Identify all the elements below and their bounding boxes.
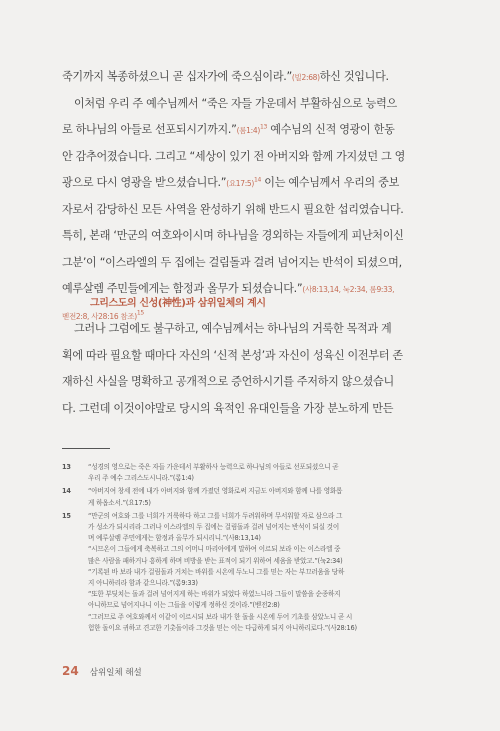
footnote-13 (62, 462, 432, 484)
text-line: 그러나 그럼에도 불구하고, 예수님께서는 하나님의 거룩한 목적과 계 (74, 322, 392, 335)
footnote-14 (62, 486, 432, 508)
text-line: 자로서 감당하신 모든 사역을 완성하기 위해 반드시 필요한 섭리였습니다. (62, 202, 404, 216)
footnote-text: “만군의 여호와 그를 너희가 거룩하다 하고 그를 너희가 두려워하며 무서워할 자로 삼으라 그 가 성소가 되시리라 그러나 이스라엘의 두 집에는 걸림돌과 걸려 넘어지는 반석이 되실 것이 며 예루살렘 주민에게는 함정과 올무가 되시리니.”(사8:13,14) “시므온이 그들에게 축복하고 그의 어머니 마리아에게 말하여 이르되 보라 이는 이스라엘 중 많은 사람을 패하거나 흥하게 하며 비방을 받는 표적이 되기 위하여 세움을 받았고.”(눅2:34) “기록된 바 보라 내가 걸림돌과 거치는 바위를 시온에 두노니 그를 믿는 자는 부끄러움을 당하 지 아니하리라 함과 같으니라.”(롬9:33) “또한 부딪치는 돌과 걸려 넘어지게 하는 바위가 되었다 하였느니라 그들이 말씀을 순종하지 아니하므로 넘어지나니 이는 그들을 이렇게 정하신 것이라.”(벧전2:8) “그러므로 주 여호와께서 이같이 이르시되 보라 내가 한 돌을 시온에 두어 기초를 삼았노니 곧 시 험한 돌이요 귀하고 견고한 기촛돌이라 그것을 믿는 이는 다급하게 되지 아니하리로다.”(사28:16) (88, 511, 357, 632)
page-number: 24 (62, 664, 79, 678)
footnote-divider (62, 448, 110, 449)
footnote-text: “아버지여 창세 전에 내가 아버지와 함께 가졌던 영화로써 지금도 아버지와 함께 나를 영화롭 게 하옵소서.”(요17:5) (88, 487, 343, 507)
scripture-reference: (요17:5) (226, 179, 255, 188)
footnote-marker[interactable]: 14 (254, 176, 262, 184)
text-line: 이처럼 우리 주 예수님께서 “죽은 자들 가운데서 부활하심으로 능력으 (74, 96, 397, 110)
book-title: 삼위일체 해설 (89, 668, 142, 678)
footnote-marker[interactable]: 13 (259, 123, 268, 131)
text-line: 특히, 본래 ‘만군의 여호와이시며 하나님을 경외하는 자들에게 피난처이신 (62, 229, 404, 242)
scripture-reference: (사8:13,14, 눅2:34, 롬9:33, (302, 285, 395, 294)
footnote-number: 14 (62, 487, 71, 496)
text-line: 획에 따라 필요할 때마다 자신의 ‘신적 본성’과 자신이 성육신 이전부터 존 (62, 348, 403, 362)
text-line: 그분’이 “이스라엘의 두 집에는 걸림돌과 걸려 넘어지는 반석이 되셨으며, (62, 255, 402, 269)
scripture-reference: (빌2:68) (291, 73, 320, 82)
text-line: 재하신 사실을 명확하고 공개적으로 증언하시기를 주저하지 않으셨습니 (62, 375, 394, 388)
text-line: 로 하나님의 아들로 선포되시기까지.”(롬1:4)$^{13}$ 예수님의 신적 영광이 한동 (62, 123, 395, 136)
text-line: 광으로 다시 영광을 받으셨습니다.”(요17:5)$^{14}$ 이는 예수님께서 우리의 중보 (62, 176, 399, 189)
footnote-number: 15 (62, 511, 71, 520)
section-heading: 그리스도의 신성(神性)과 삼위일체의 계시 (90, 298, 266, 309)
footnote-15 (62, 511, 432, 634)
text-line: 안 감추어졌습니다. 그리고 “세상이 있기 전 아버지와 함께 가지셨던 그 영 (62, 149, 406, 163)
text-line: 죽기까지 복종하셨으니 곧 십자가에 죽으심이라.”(빌2:68)하신 것입니다. (62, 70, 389, 83)
scripture-reference: 벧전2:8, 사28:16 참조) (62, 311, 137, 321)
footnotes (62, 462, 432, 636)
scripture-reference: (롬1:4) (236, 126, 260, 135)
page-footer (62, 660, 142, 679)
footnote-marker[interactable]: 15 (136, 308, 144, 316)
footnote-text: “성경의 영으로는 죽은 자들 가운데서 부활하사 능력으로 하나님의 아들로 선포되셨으니 곧 우리 주 예수 그리스도시니라.”(롬1:4) (88, 463, 339, 483)
paragraph-2 (62, 316, 428, 422)
text-line: 예루살렘 주민들에게는 함정과 올무가 되셨습니다.”(사8:13,14, 눅2:34, 롬9:33, (62, 282, 395, 295)
text-line: 다. 그런데 이것이야말로 당시의 육적인 유대인들을 가장 분노하게 만든 (62, 401, 394, 415)
paragraph-1 (62, 64, 428, 329)
footnote-number: 13 (62, 463, 71, 471)
